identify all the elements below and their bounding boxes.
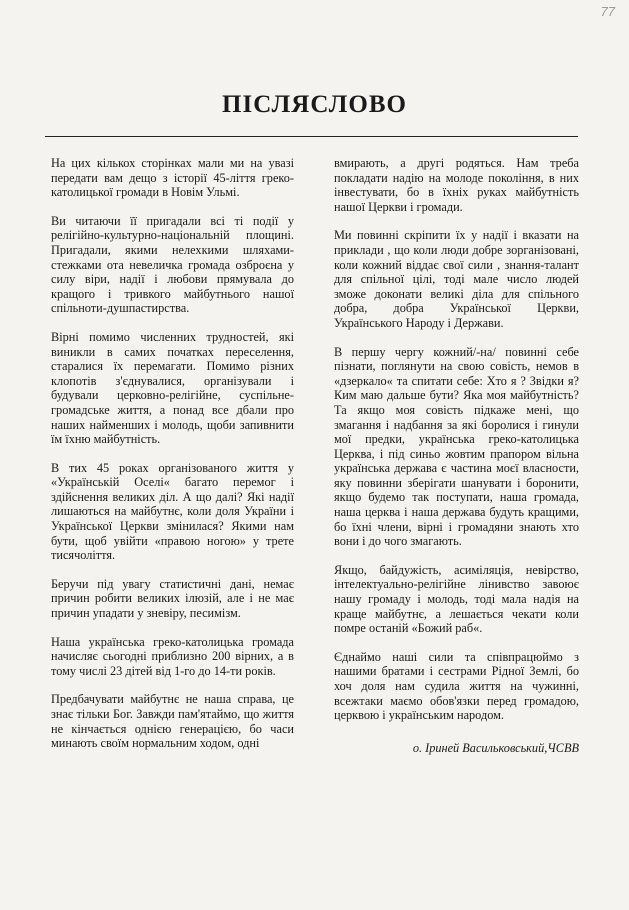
paragraph: В першу чергу кожний/-на/ повинні себе пізнати, поглянути на свою совість, немов в «дзеркало« та спитати себе: Хто я ? Звідки я? Ким маю дальше бути? Яка моя майбутність? Та якщо моя совість підкаже мені, що змагання і надбання за які боролися і гинули мої предки, українська греко-католицька Церква, і під синьо жовтим прапором вільна українська держава є частина моєї власности, яку повинни зберігати шанувати і боронити, якщо будемо так поступати, наша громада, наша церква і наша держава будуть кращими, бо їхні члени, вірні і громадяни знають хто вони і до чого змагають. — [334, 344, 579, 549]
right-column — [334, 156, 579, 755]
paragraph: Якщо, байдужість, асиміляція, невірство, інтелектуально-релігійне лінивство завоює нашу громаду і молодь, тоді мала надія на краще майбутнє, а лешається чекати коли помре останій «Божий раб«. — [334, 562, 579, 636]
paragraph: Ми повинні скріпити їх у надії і вказати на приклади , що коли люди добре зорганізовані, коли кожний віддає свої сили , знання-талант для спільної цілі, тоді мале число людей зможе доконати великі діла для спільного добра, добра Української Церкви, Українського Народу і Держави. — [334, 228, 579, 330]
paragraph: вмирають, а другі родяться. Нам треба покладати надію на молоде покоління, в них інвестувати, бо в їхніх руках майбутність нашої Церкви і громади. — [334, 156, 579, 214]
paragraph: Єднаймо наші сили та співпрацюймо з нашими братами і сестрами Рідної Землі, бо хоч доля нам судила життя на чужинні, всежтаки маємо обов'язки перед громадою, церквою і українським народом. — [334, 649, 579, 723]
page-number: 77 — [600, 4, 615, 19]
paragraph: Вірні помимо численних трудностей, які виникли в самих початках переселення, старалися їх перемагати. Помимо різних клопотів з'єднувалися, організували і будували церковно-релігійне, суспільне-громадське життя, а понад все дбали про наших найменших і молодь, щоби запивнити їм їхню майбутність. — [51, 329, 294, 447]
page-title: ПІСЛЯСЛОВО — [222, 91, 407, 118]
paragraph: Беручи під увагу статистичні дані, немає причин робити великих ілюзій, але і не має причин упадати у зневіру, песимізм. — [51, 576, 294, 621]
paragraph: Ви читаючи її пригадали всі ті події у релігійно-культурно-національній площині. Пригадали, якими нелехкими шляхами-стежками ота невеличка громада озброєна у силу віри, надії і любови прямувала до кращого і тривкого майбутнього нашої спільноти-душпастирства. — [51, 213, 294, 316]
title-divider — [45, 136, 578, 137]
paragraph: На цих кількох сторінках мали ми на увазі передати вам дещо з історії 45-ліття греко-католицької громади в Новім Ульмі. — [51, 156, 294, 200]
paragraph: Предбачувати майбутнє не наша справа, це знає тільки Бог. Завжди пам'ятаймо, що життя не кінчається однією генерацією, бо часи минають своїм нормальним ходом, одні — [51, 692, 294, 751]
paragraph: Наша українська греко-католицька громада начисляє сьогодні приблизно 200 вірних, а в тому числі 23 дітей від 1-го до 14-ти років. — [51, 634, 294, 678]
left-column — [51, 156, 294, 765]
author-signature: о. Іриней Васильковський,ЧСВВ — [412, 740, 579, 755]
paragraph: В тих 45 роках організованого життя у «Українській Оселі« багато перемог і здійснення великих діл. А що далі? Які надії лишаються на майбутнє, коли доля України і Української Церкви змінилася? Якими нам бути, щоб увійти «правою ногою» у трете тисячоліття. — [51, 460, 294, 563]
